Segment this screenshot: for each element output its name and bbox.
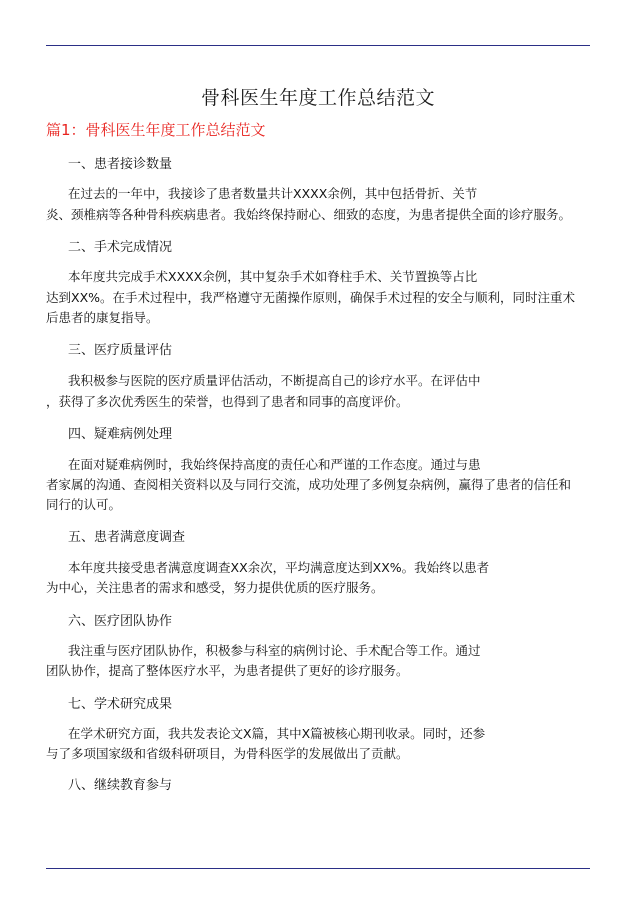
section-heading: 二、手术完成情况 <box>68 240 173 255</box>
header-rule <box>46 45 590 46</box>
paragraph-line: 与了多项国家级和省级科研项目，为骨科医学的发展做出了贡献。 <box>46 746 409 761</box>
section-heading: 五、患者满意度调查 <box>68 530 186 545</box>
paragraph-line: 达到XX%。在手术过程中，我严格遵守无菌操作原则，确保手术过程的安全与顺利，同时注重术 <box>46 290 576 305</box>
section-heading: 一、患者接诊数量 <box>68 157 173 172</box>
page-title: 骨科医生年度工作总结范文 <box>200 87 435 109</box>
paragraph-line: 本年度共完成手术XXXX余例，其中复杂手术如脊柱手术、关节置换等占比 <box>68 269 478 284</box>
paragraph-line: 同行的认可。 <box>46 497 122 512</box>
paragraph-line: 团队协作，提高了整体医疗水平，为患者提供了更好的诊疗服务。 <box>46 663 409 678</box>
paragraph-line: 后患者的康复指导。 <box>46 310 159 325</box>
paragraph-line: 在学术研究方面，我共发表论文X篇，其中X篇被核心期刊收录。同时，还参 <box>68 726 486 741</box>
section-heading: 四、疑难病例处理 <box>68 427 173 442</box>
paragraph-line: ，获得了多次优秀医生的荣誉，也得到了患者和同事的高度评价。 <box>46 394 409 409</box>
section-heading: 八、继续教育参与 <box>68 778 173 793</box>
section-heading: 七、学术研究成果 <box>68 697 173 712</box>
paragraph-line: 在过去的一年中，我接诊了患者数量共计XXXX余例，其中包括骨折、关节 <box>68 186 478 201</box>
article-subtitle: 篇1：骨科医生年度工作总结范文 <box>46 121 266 139</box>
footer-rule <box>46 868 590 869</box>
paragraph-line: 在面对疑难病例时，我始终保持高度的责任心和严谨的工作态度。通过与患 <box>68 457 481 472</box>
paragraph-line: 为中心，关注患者的需求和感受，努力提供优质的医疗服务。 <box>46 580 384 595</box>
paragraph-line: 者家属的沟通、查阅相关资料以及与同行交流，成功处理了多例复杂病例，赢得了患者的信任和 <box>46 477 572 492</box>
section-heading: 六、医疗团队协作 <box>68 614 173 629</box>
paragraph-line: 我注重与医疗团队协作，积极参与科室的病例讨论、手术配合等工作。通过 <box>68 643 481 658</box>
paragraph-line: 本年度共接受患者满意度调查XX余次，平均满意度达到XX%。我始终以患者 <box>68 560 490 575</box>
paragraph-line: 炎、颈椎病等各种骨科疾病患者。我始终保持耐心、细致的态度，为患者提供全面的诊疗服务。 <box>46 207 572 222</box>
paragraph-line: 我积极参与医院的医疗质量评估活动，不断提高自己的诊疗水平。在评估中 <box>68 373 481 388</box>
section-heading: 三、医疗质量评估 <box>68 343 173 358</box>
